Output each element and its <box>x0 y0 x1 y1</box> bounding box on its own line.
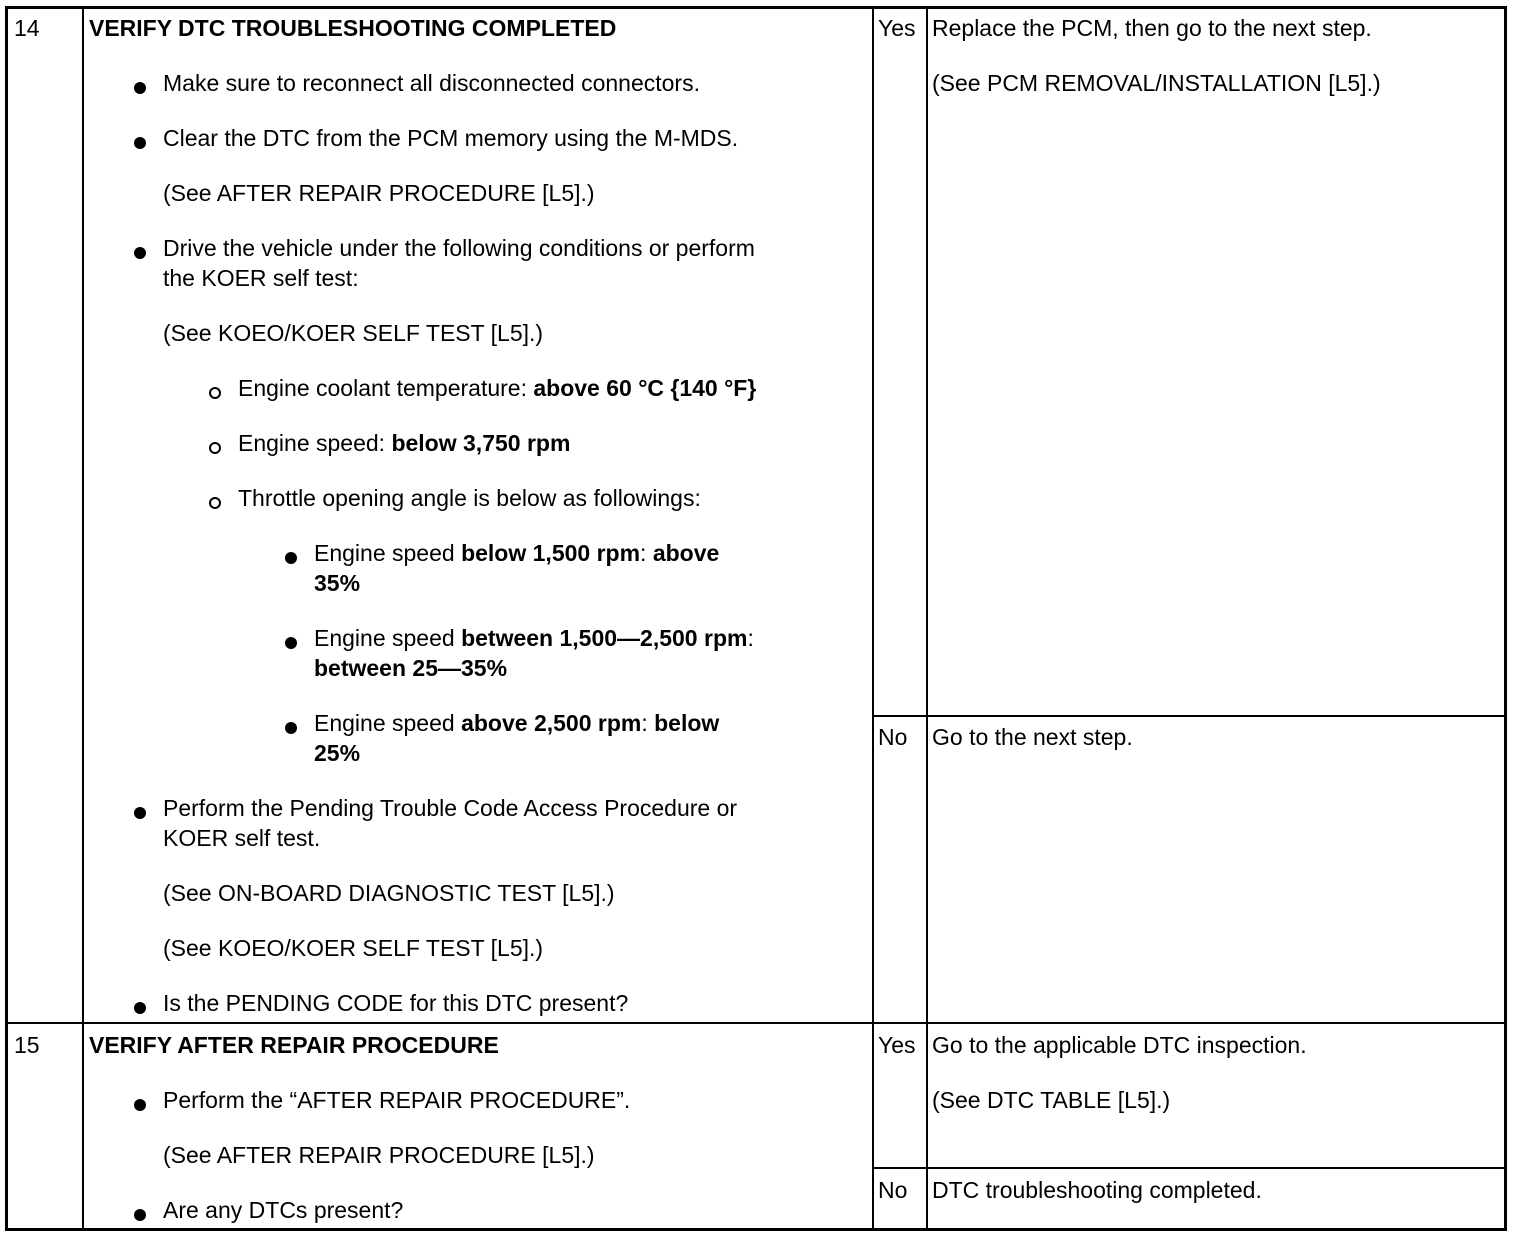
condition-label: Engine speed <box>314 540 462 566</box>
sub-bullet-icon <box>209 387 221 399</box>
condition-value: below <box>654 710 720 736</box>
throttle-condition <box>314 623 754 653</box>
bullet-icon <box>134 1002 146 1014</box>
step-title: VERIFY DTC TROUBLESHOOTING COMPLETED <box>89 15 617 41</box>
question-text: Is the PENDING CODE for this DTC present? <box>163 990 629 1016</box>
row-divider-step14-15 <box>8 1022 1504 1024</box>
condition-value: above 60 °C {140 °F} <box>533 375 757 401</box>
bullet-icon <box>285 552 297 564</box>
reference-text: (See AFTER REPAIR PROCEDURE [L5].) <box>163 180 595 206</box>
reference-text: (See ON-BOARD DIAGNOSTIC TEST [L5].) <box>163 880 615 906</box>
condition-value: below 3,750 rpm <box>391 430 571 456</box>
condition-value: above <box>652 540 720 566</box>
condition-text <box>238 428 570 458</box>
condition-value: 25% <box>314 740 361 766</box>
bullet-icon <box>134 807 146 819</box>
condition-text: Throttle opening angle is below as followings: <box>238 485 701 511</box>
result-yes-action: Replace the PCM, then go to the next step. <box>932 15 1372 41</box>
sub-bullet-icon <box>209 442 221 454</box>
reference-text: (See AFTER REPAIR PROCEDURE [L5].) <box>163 1142 595 1168</box>
column-divider-result <box>926 9 928 1228</box>
step-number: 15 <box>14 1032 40 1058</box>
question-text: Are any DTCs present? <box>163 1197 404 1223</box>
instruction-text: Clear the DTC from the PCM memory using the M-MDS. <box>163 125 739 151</box>
instruction-text: Perform the “AFTER REPAIR PROCEDURE”. <box>163 1087 631 1113</box>
result-yes-label: Yes <box>878 1032 916 1058</box>
throttle-condition <box>314 708 719 738</box>
row-divider-step14-yes-no <box>872 715 1504 717</box>
bullet-icon <box>134 1209 146 1221</box>
instruction-text: KOER self test. <box>163 825 321 851</box>
row-divider-step15-yes-no <box>872 1167 1504 1169</box>
condition-separator: : <box>641 710 655 736</box>
bullet-icon <box>134 82 146 94</box>
result-yes-label: Yes <box>878 15 916 41</box>
result-yes-reference: (See DTC TABLE [L5].) <box>932 1087 1171 1113</box>
condition-value: above 2,500 rpm <box>461 710 642 736</box>
instruction-text: Perform the Pending Trouble Code Access Procedure or <box>163 795 738 821</box>
condition-separator: : <box>640 540 653 566</box>
condition-separator: : <box>747 625 754 651</box>
result-no-action: Go to the next step. <box>932 724 1133 750</box>
condition-value: below 1,500 rpm <box>461 540 641 566</box>
reference-text: (See KOEO/KOER SELF TEST [L5].) <box>163 320 544 346</box>
column-divider-inspection <box>872 9 874 1228</box>
condition-value: between 25—35% <box>314 655 508 681</box>
instruction-text: Make sure to reconnect all disconnected connectors. <box>163 70 700 96</box>
condition-label: Engine speed: <box>238 430 392 456</box>
bullet-icon <box>134 1099 146 1111</box>
bullet-icon <box>285 637 297 649</box>
condition-label: Engine speed <box>314 710 462 736</box>
column-divider-step <box>82 9 84 1228</box>
bullet-icon <box>134 137 146 149</box>
condition-text <box>238 373 756 403</box>
step-number: 14 <box>14 15 40 41</box>
troubleshooting-table <box>5 6 1507 1231</box>
bullet-icon <box>134 247 146 259</box>
step-title: VERIFY AFTER REPAIR PROCEDURE <box>89 1032 499 1058</box>
instruction-text: Drive the vehicle under the following conditions or perform <box>163 235 755 261</box>
result-yes-action: Go to the applicable DTC inspection. <box>932 1032 1307 1058</box>
sub-bullet-icon <box>209 497 221 509</box>
result-no-label: No <box>878 1177 908 1203</box>
result-yes-reference: (See PCM REMOVAL/INSTALLATION [L5].) <box>932 70 1381 96</box>
bullet-icon <box>285 722 297 734</box>
reference-text: (See KOEO/KOER SELF TEST [L5].) <box>163 935 544 961</box>
result-no-action: DTC troubleshooting completed. <box>932 1177 1262 1203</box>
condition-value: between 1,500—2,500 rpm <box>461 625 748 651</box>
throttle-condition <box>314 538 719 568</box>
condition-value: 35% <box>314 570 361 596</box>
instruction-text: the KOER self test: <box>163 265 359 291</box>
result-no-label: No <box>878 724 908 750</box>
condition-label: Engine coolant temperature: <box>238 375 534 401</box>
condition-label: Engine speed <box>314 625 462 651</box>
